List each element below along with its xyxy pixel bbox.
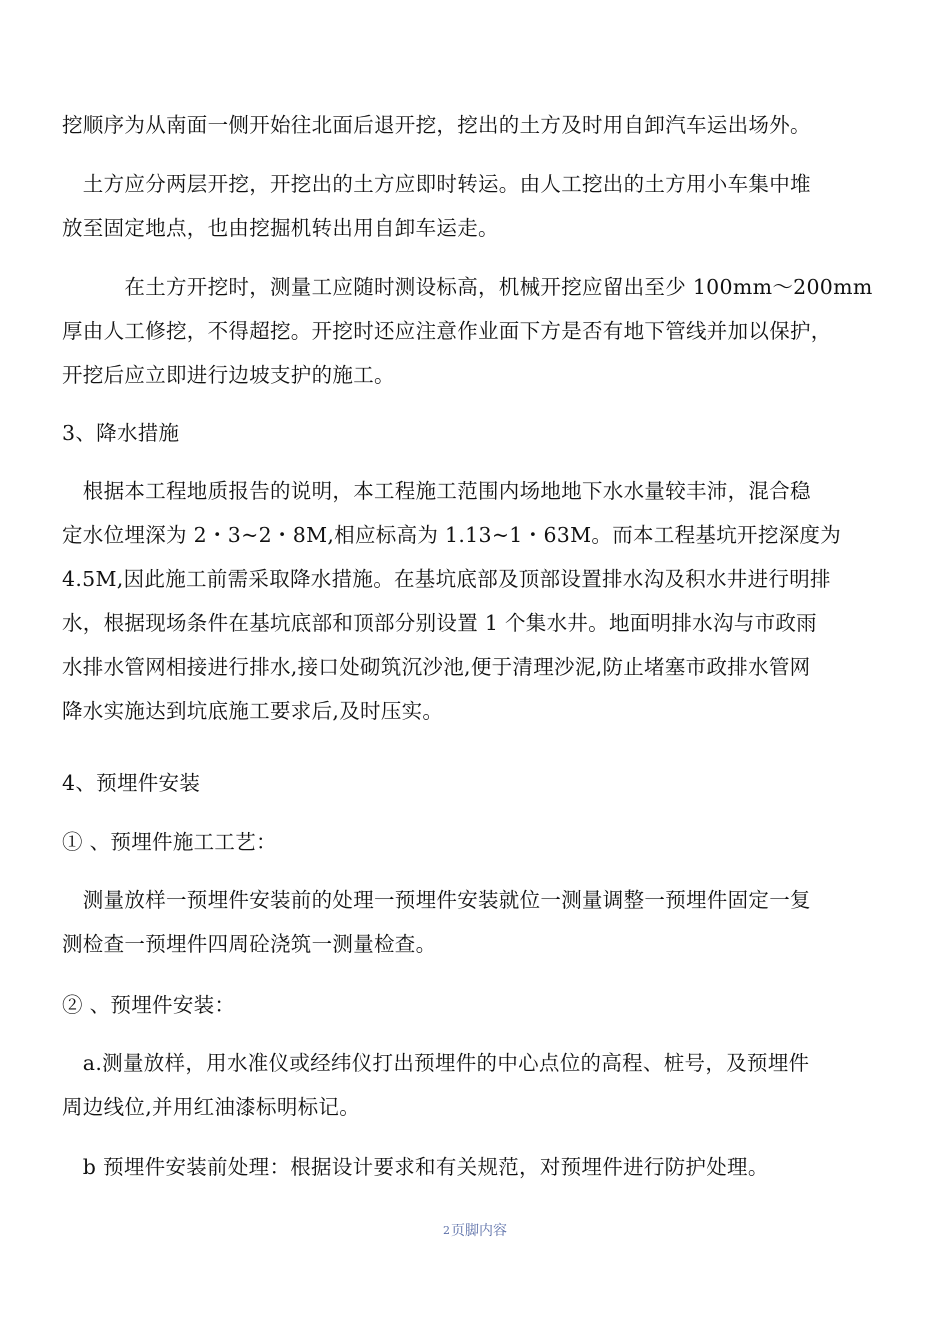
page-footer: [0, 1221, 950, 1241]
text-line: 放至固定地点，也由挖掘机转出用自卸车运走。: [62, 216, 499, 240]
page-number: 2: [443, 1224, 450, 1237]
text-line: 挖顺序为从南面一侧开始往北面后退开挖，挖出的土方及时用自卸汽车运出场外。: [62, 113, 811, 137]
text-line: 3、降水措施: [62, 421, 180, 445]
subheading-installation: [62, 983, 882, 1027]
text-line: a.测量放样，用水准仪或经纬仪打出预埋件的中心点位的高程、桩号，及预埋件: [62, 1051, 810, 1075]
text-line: 开挖后应立即进行边坡支护的施工。: [62, 363, 395, 387]
text-line: 测检查一预埋件四周砼浇筑一测量检查。: [62, 932, 437, 956]
text-line: ② 、预埋件安装：: [62, 993, 236, 1017]
text-line: 4、预埋件安装: [62, 771, 201, 795]
paragraph-two-layer-excavation: [62, 162, 882, 250]
paragraph-process-flow: [62, 878, 882, 966]
text-line: 定水位埋深为 2・3~2・8M,相应标高为 1.13~1・63M。而本工程基坑开挖深度为: [62, 523, 842, 547]
paragraph-survey-layout: [62, 1041, 882, 1129]
section-heading-embedded-parts: [62, 761, 882, 805]
text-line: ① 、预埋件施工工艺：: [62, 830, 277, 854]
text-line: 4.5M,因此施工前需采取降水措施。在基坑底部及顶部设置排水沟及积水井进行明排: [62, 567, 831, 591]
footer-text: 页脚内容: [451, 1223, 507, 1239]
text-line: 厚由人工修挖，不得超挖。开挖时还应注意作业面下方是否有地下管线并加以保护，: [62, 319, 832, 343]
paragraph-excavation-order: [62, 103, 882, 147]
text-line: 水，根据现场条件在基坑底部和顶部分别设置 1 个集水井。地面明排水沟与市政雨: [62, 611, 817, 635]
text-line: 降水实施达到坑底施工要求后,及时压实。: [62, 699, 444, 723]
text-line: 根据本工程地质报告的说明，本工程施工范围内场地地下水水量较丰沛，混合稳: [62, 479, 811, 503]
text-line: 测量放样一预埋件安装前的处理一预埋件安装就位一测量调整一预埋件固定一复: [62, 888, 811, 912]
paragraph-elevation-survey: [62, 265, 882, 397]
text-line: 周边线位,并用红油漆标明标记。: [62, 1095, 361, 1119]
paragraph-dewatering-details: [62, 469, 882, 733]
text-line: 水排水管网相接进行排水,接口处砌筑沉沙池,便于清理沙泥,防止堵塞市政排水管网: [62, 655, 811, 679]
paragraph-pre-install-treatment: [62, 1145, 882, 1189]
text-line: 在土方开挖时，测量工应随时测设标高，机械开挖应留出至少 100mm～200mm: [62, 275, 873, 299]
text-line: b 预埋件安装前处理：根据设计要求和有关规范，对预埋件进行防护处理。: [62, 1155, 769, 1179]
subheading-construction-process: [62, 820, 882, 864]
section-heading-dewatering: [62, 411, 882, 455]
text-line: 土方应分两层开挖，开挖出的土方应即时转运。由人工挖出的土方用小车集中堆: [62, 172, 811, 196]
